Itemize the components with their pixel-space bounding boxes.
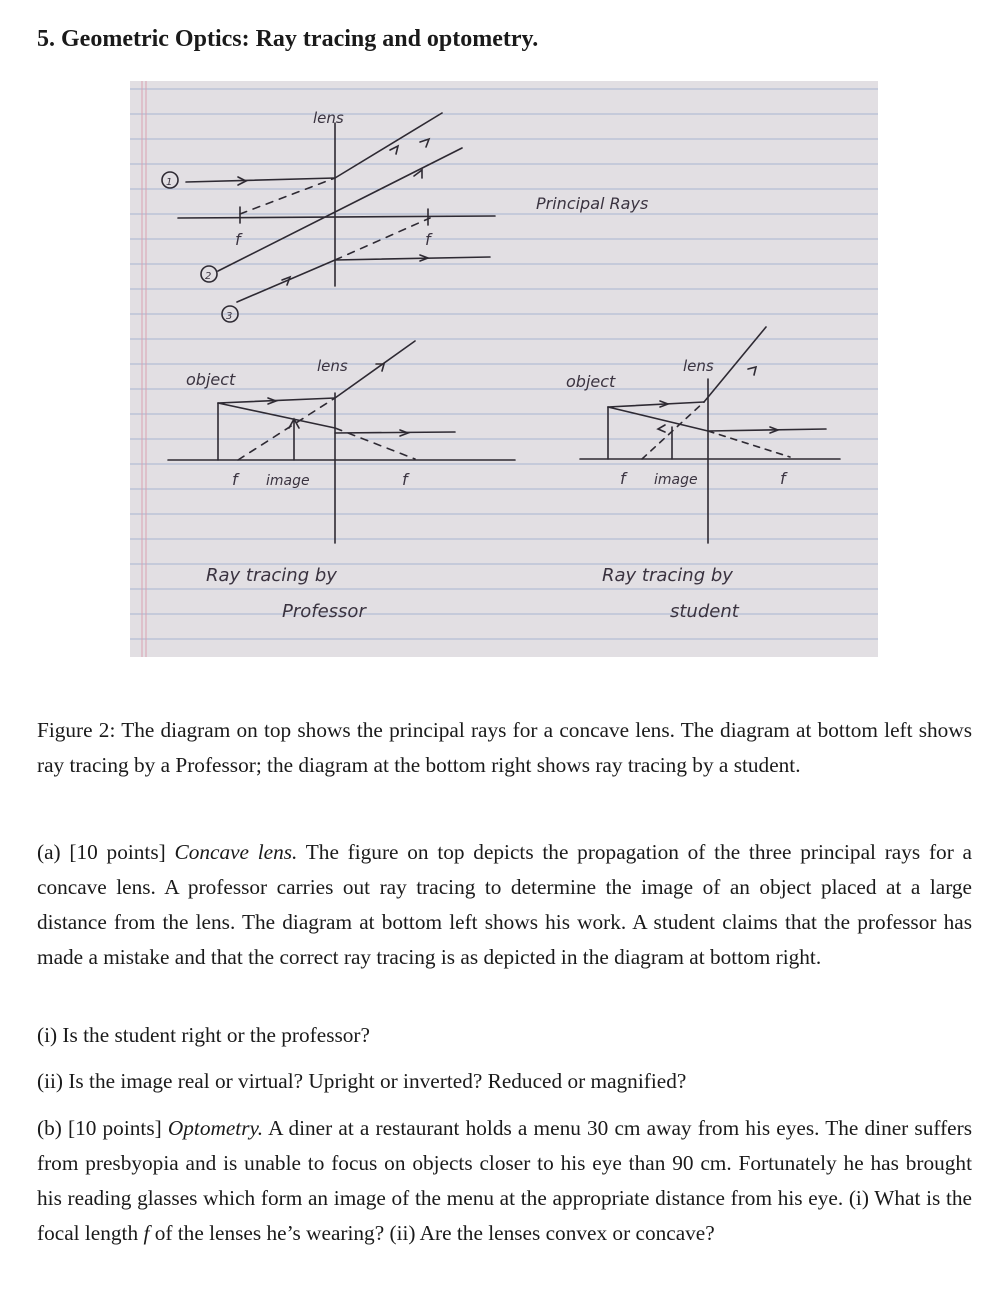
part-a-question-i: (i) Is the student right or the professor? <box>37 1023 370 1047</box>
focal-length-symbol: f <box>143 1221 150 1245</box>
student-object-label: object <box>566 372 616 391</box>
part-b-text-start: A diner at a restaurant holds a menu 30 cm away from his eyes. The diner suffers from presbyopia and is unable to focus on objects closer to his eye than 90 cm. Fortunately he has brought his reading glasses which form an image of the menu at the appropriate distance from his eye. (i) What is the focal length <box>37 1116 972 1245</box>
professor-ray-outgoing <box>335 432 455 433</box>
top-focal-left-label: f <box>235 230 241 249</box>
professor-lens-label: lens <box>317 357 348 375</box>
problem-heading: 5. Geometric Optics: Ray tracing and optometry. <box>37 26 539 52</box>
part-b-text-end: of the lenses he’s wearing? (ii) Are the lenses convex or concave? <box>154 1221 715 1245</box>
part-a-topic: Concave lens. <box>174 840 298 864</box>
professor-focal-left-label: f <box>232 470 238 489</box>
student-lens-label: lens <box>683 357 714 375</box>
part-a-label: (a) [10 points] <box>37 840 166 864</box>
professor-focal-right-label: f <box>402 470 408 489</box>
part-b-topic: Optometry. <box>167 1116 264 1140</box>
student-caption-line2: student <box>670 601 739 622</box>
top-focal-right-label: f <box>425 230 431 249</box>
hand-drawn-figure <box>130 81 878 657</box>
figure-caption: Figure 2: The diagram on top shows the principal rays for a concave lens. The diagram at bottom left shows ray tracing by a Professor; the diagram at the bottom right shows ray tracing by a student. <box>37 718 972 777</box>
ray-number-2: 2 <box>205 271 212 282</box>
part-a-question-ii: (ii) Is the image real or virtual? Upright or inverted? Reduced or magnified? <box>37 1069 687 1093</box>
part-b-paragraph <box>37 1111 972 1251</box>
professor-caption-line1: Ray tracing by <box>206 565 337 586</box>
ray-number-1: 1 <box>166 177 173 188</box>
part-b-label: (b) [10 points] <box>37 1116 162 1140</box>
part-a-text: The figure on top depicts the propagation of the three principal rays for a concave lens. A professor carries out ray tracing to determine the image of an object placed at a large distance from the lens. The diagram at bottom left shows his work. A student claims that the professor has made a mistake and that the correct ray tracing is as depicted in the diagram at bottom right. <box>37 840 972 969</box>
student-focal-left-label: f <box>620 469 626 488</box>
ray-number-3: 3 <box>226 311 233 322</box>
professor-caption-line2: Professor <box>282 601 366 622</box>
student-image-label: image <box>654 472 698 488</box>
principal-rays-title: Principal Rays <box>536 194 649 213</box>
professor-object-label: object <box>186 370 236 389</box>
top-lens-label: lens <box>313 109 344 127</box>
student-caption-line1: Ray tracing by <box>602 565 733 586</box>
part-a-paragraph <box>37 835 972 975</box>
professor-image-label: image <box>266 473 310 489</box>
student-focal-right-label: f <box>780 469 786 488</box>
